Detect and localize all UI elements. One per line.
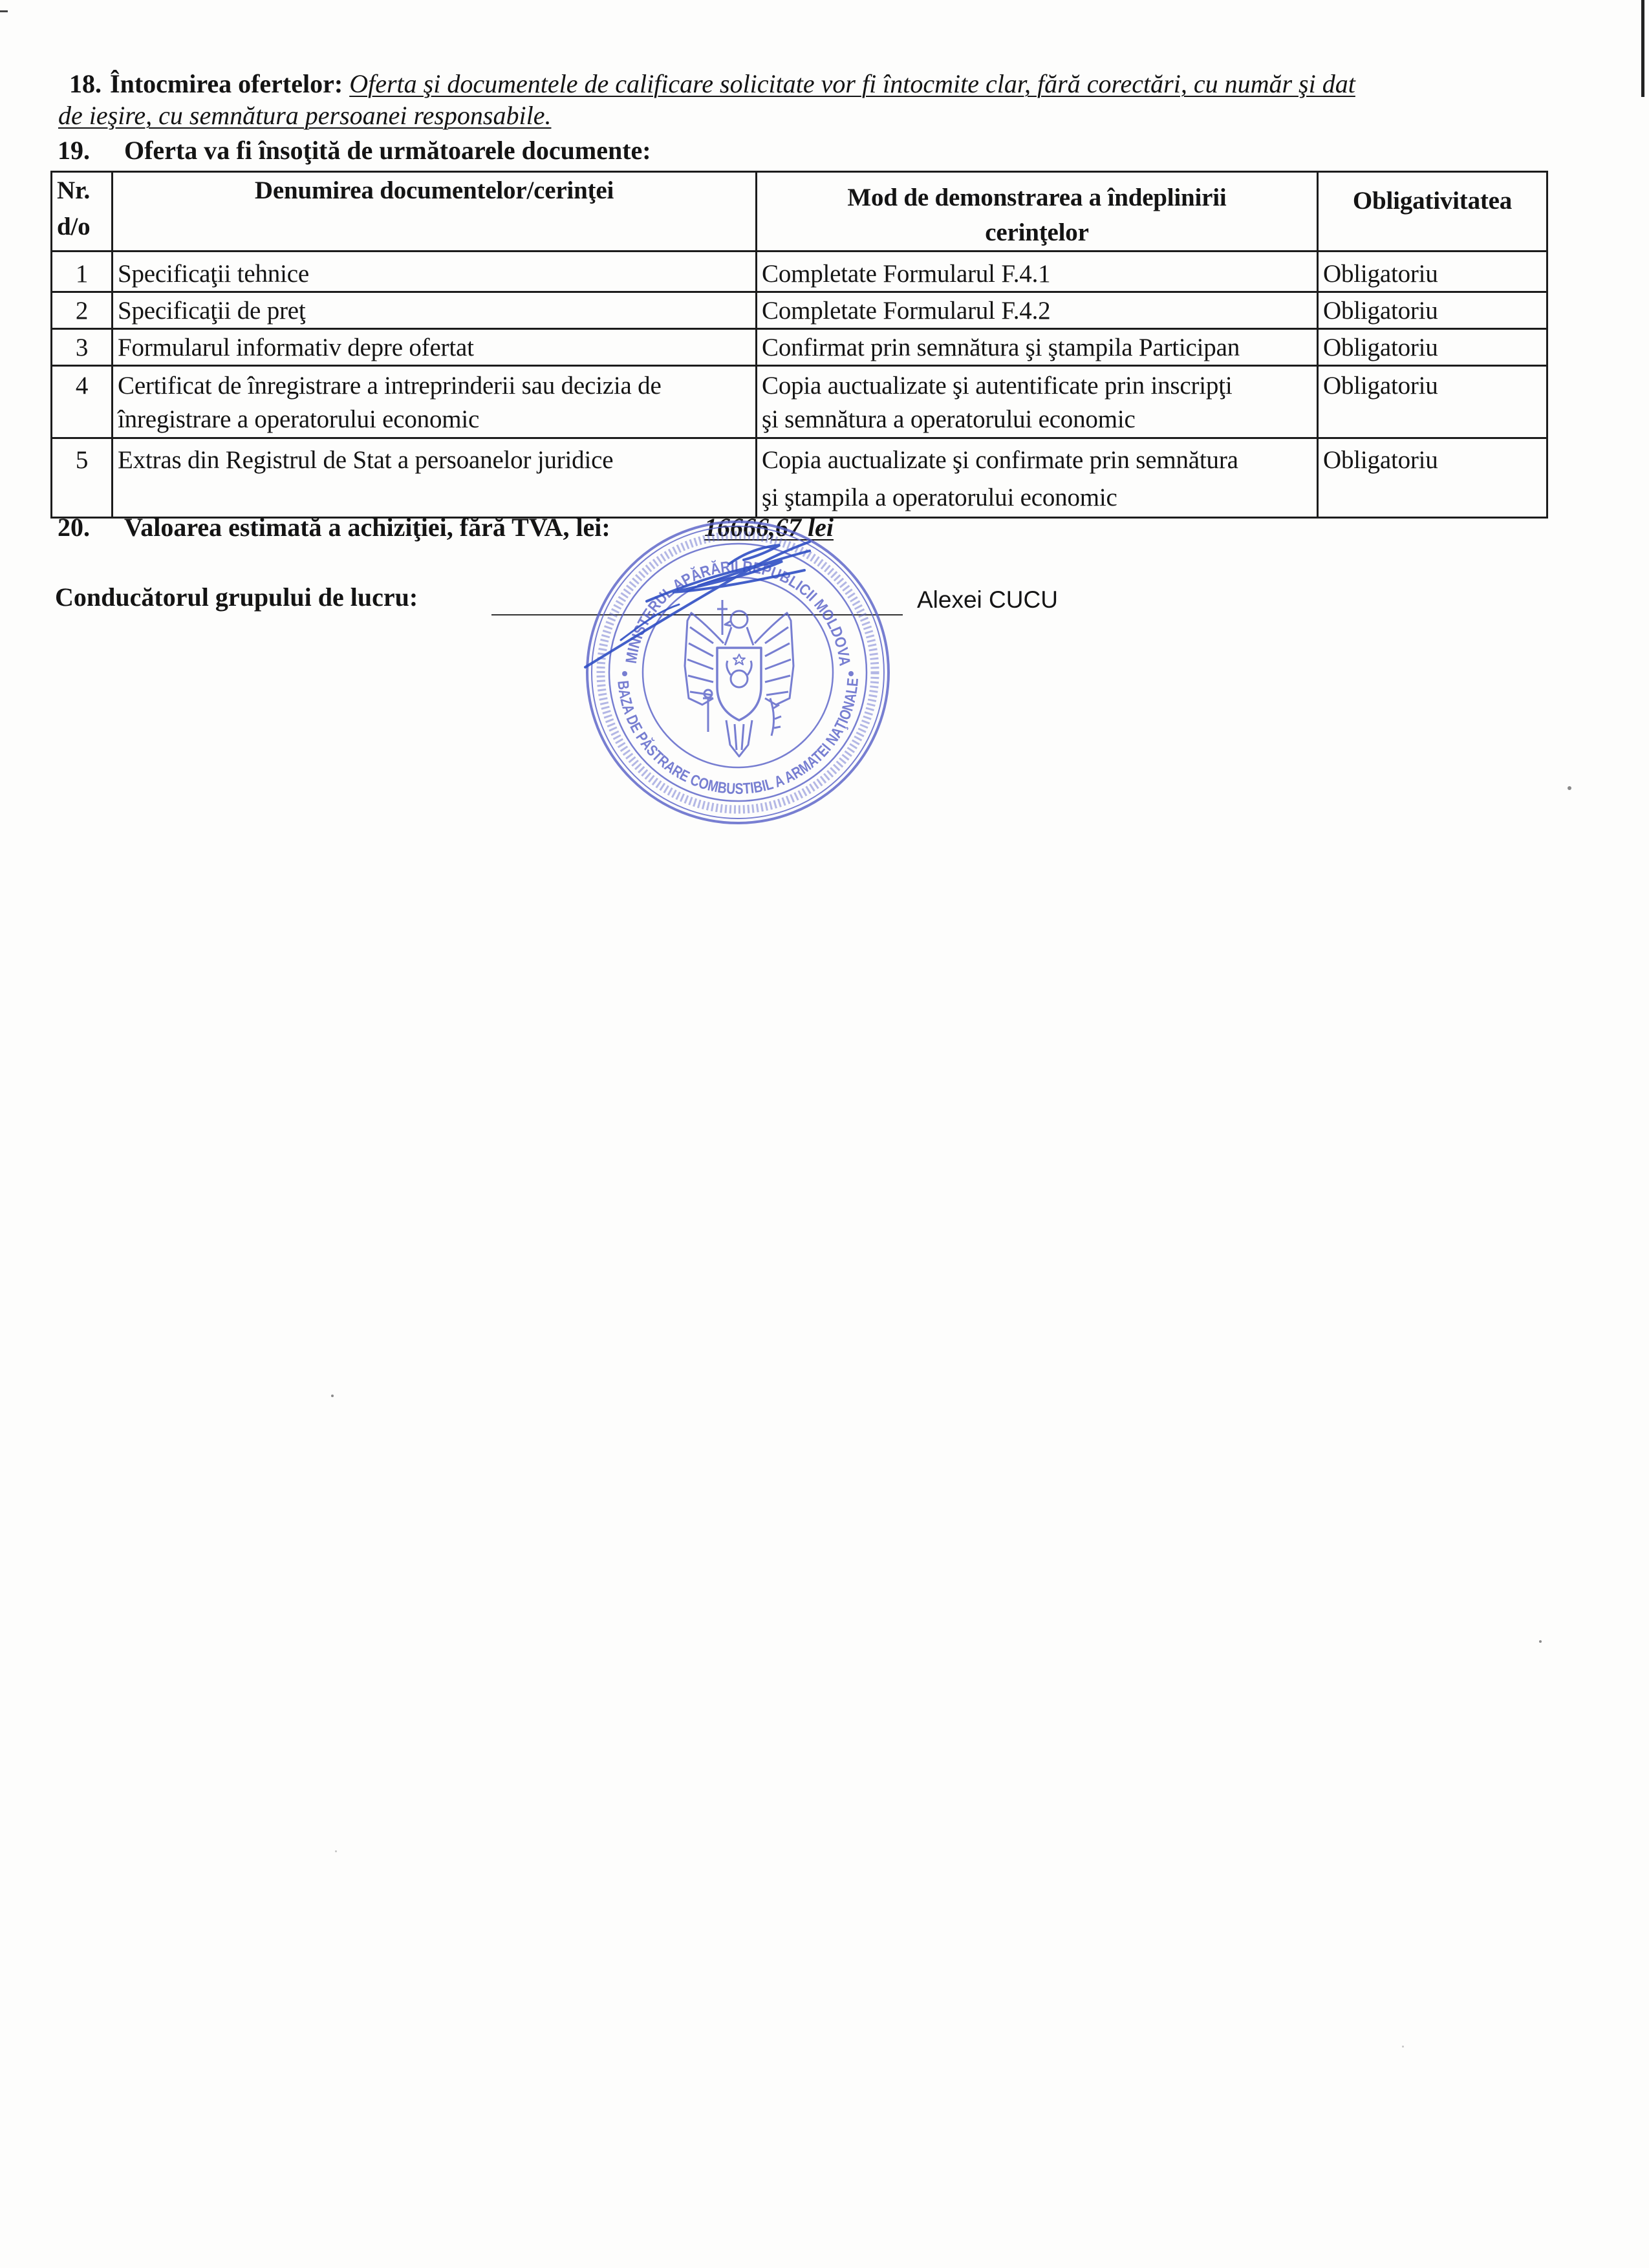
- section-20-number: 20.: [58, 513, 90, 542]
- row-demonstration-mode: Confirmat prin semnătura şi ştampila Participan: [757, 329, 1318, 366]
- table-row: [52, 292, 1547, 329]
- row-obligation: Obligatoriu: [1318, 438, 1547, 518]
- row-number: 2: [52, 292, 113, 329]
- header-mode-line1: Mod de demonstrarea a îndeplinirii: [847, 184, 1227, 211]
- handwritten-signature: [569, 530, 828, 685]
- row-demonstration-mode-line1: Copia auctualizate şi confirmate prin semnătura: [762, 446, 1238, 474]
- scan-edge-mark: [0, 10, 8, 12]
- table-row: [52, 366, 1547, 438]
- table-header-row: [52, 172, 1547, 251]
- scan-speck: [1402, 2046, 1404, 2048]
- scan-edge-line: [1641, 0, 1644, 97]
- scan-speck: [331, 1395, 334, 1397]
- header-name: Denumirea documentelor/cerinţei: [113, 172, 757, 251]
- row-demonstration-mode: Completate Formularul F.4.2: [757, 292, 1318, 329]
- seal-bottom-textpath: BAZA DE PĂSTRARE COMBUSTIBIL A ARMATEI NAŢIONALE: [614, 675, 863, 798]
- row-number: 5: [52, 438, 113, 518]
- scan-speck: [1539, 1640, 1542, 1643]
- documents-table: [50, 171, 1548, 519]
- estimated-value: 16666,67 lei: [704, 513, 834, 542]
- section-20-line: [58, 511, 834, 544]
- row-document-name: Formularul informativ depre ofertat: [113, 329, 757, 366]
- table-row: [52, 251, 1547, 292]
- section-19-number: 19.: [58, 136, 90, 165]
- header-nr-line1: Nr.: [57, 177, 91, 204]
- section-19-line: [58, 134, 651, 167]
- row-number: 3: [52, 329, 113, 366]
- row-obligation: Obligatoriu: [1318, 251, 1547, 292]
- scan-speck: [1568, 786, 1571, 790]
- row-demonstration-mode-line1: Copia auctualizate şi autentificate prin inscripţi: [762, 372, 1233, 400]
- section-19-title: Oferta va fi însoţită de următoarele documente:: [124, 136, 651, 165]
- header-nr: [52, 172, 113, 251]
- section-18-text-line1: Oferta şi documentele de calificare solicitate vor fi întocmite clar, fără corectări, cu număr şi dat: [349, 69, 1355, 98]
- section-18-line: [69, 67, 1546, 101]
- section-18-number: 18.: [69, 69, 102, 98]
- signature-label: Conducătorul grupului de lucru:: [55, 583, 418, 612]
- row-document-name: Specificaţii de preţ: [113, 292, 757, 329]
- row-demonstration-mode: [757, 366, 1318, 438]
- row-obligation: Obligatoriu: [1318, 329, 1547, 366]
- row-demonstration-mode-line2: şi ştampila a operatorului economic: [762, 484, 1117, 511]
- row-demonstration-mode: Completate Formularul F.4.1: [757, 251, 1318, 292]
- seal-top-textpath: MINISTERUL APĂRĂRII REPUBLICII MOLDOVA: [622, 557, 854, 669]
- row-obligation: Obligatoriu: [1318, 366, 1547, 438]
- section-18-text-line2: de ieşire, cu semnătura persoanei responsabile.: [58, 101, 552, 130]
- header-mode: [757, 172, 1318, 251]
- section-18-title: Întocmirea ofertelor:: [110, 69, 343, 98]
- section-20-title: Valoarea estimată a achiziţiei, fără TVA, lei:: [124, 513, 610, 542]
- row-document-name: Specificaţii tehnice: [113, 251, 757, 292]
- seal-separator-dot: [848, 671, 854, 676]
- row-document-name-line1: Certificat de înregistrare a intreprinderii sau decizia de: [118, 372, 662, 400]
- header-obligation: Obligativitatea: [1318, 172, 1547, 251]
- row-document-name-line2: înregistrare a operatorului economic: [118, 405, 480, 433]
- row-obligation: Obligatoriu: [1318, 292, 1547, 329]
- row-document-name: [113, 366, 757, 438]
- scan-speck: [335, 1850, 337, 1852]
- section-18-line2: [58, 99, 551, 133]
- header-mode-line2: cerinţelor: [985, 219, 1089, 246]
- row-demonstration-mode-line2: şi semnătura a operatorului economic: [762, 405, 1136, 433]
- row-document-name: Extras din Registrul de Stat a persoanelor juridice: [113, 438, 757, 518]
- row-number: 1: [52, 251, 113, 292]
- row-number: 4: [52, 366, 113, 438]
- signatory-name: Alexei CUCU: [917, 586, 1058, 613]
- table-row: [52, 329, 1547, 366]
- header-nr-line2: d/o: [57, 213, 91, 241]
